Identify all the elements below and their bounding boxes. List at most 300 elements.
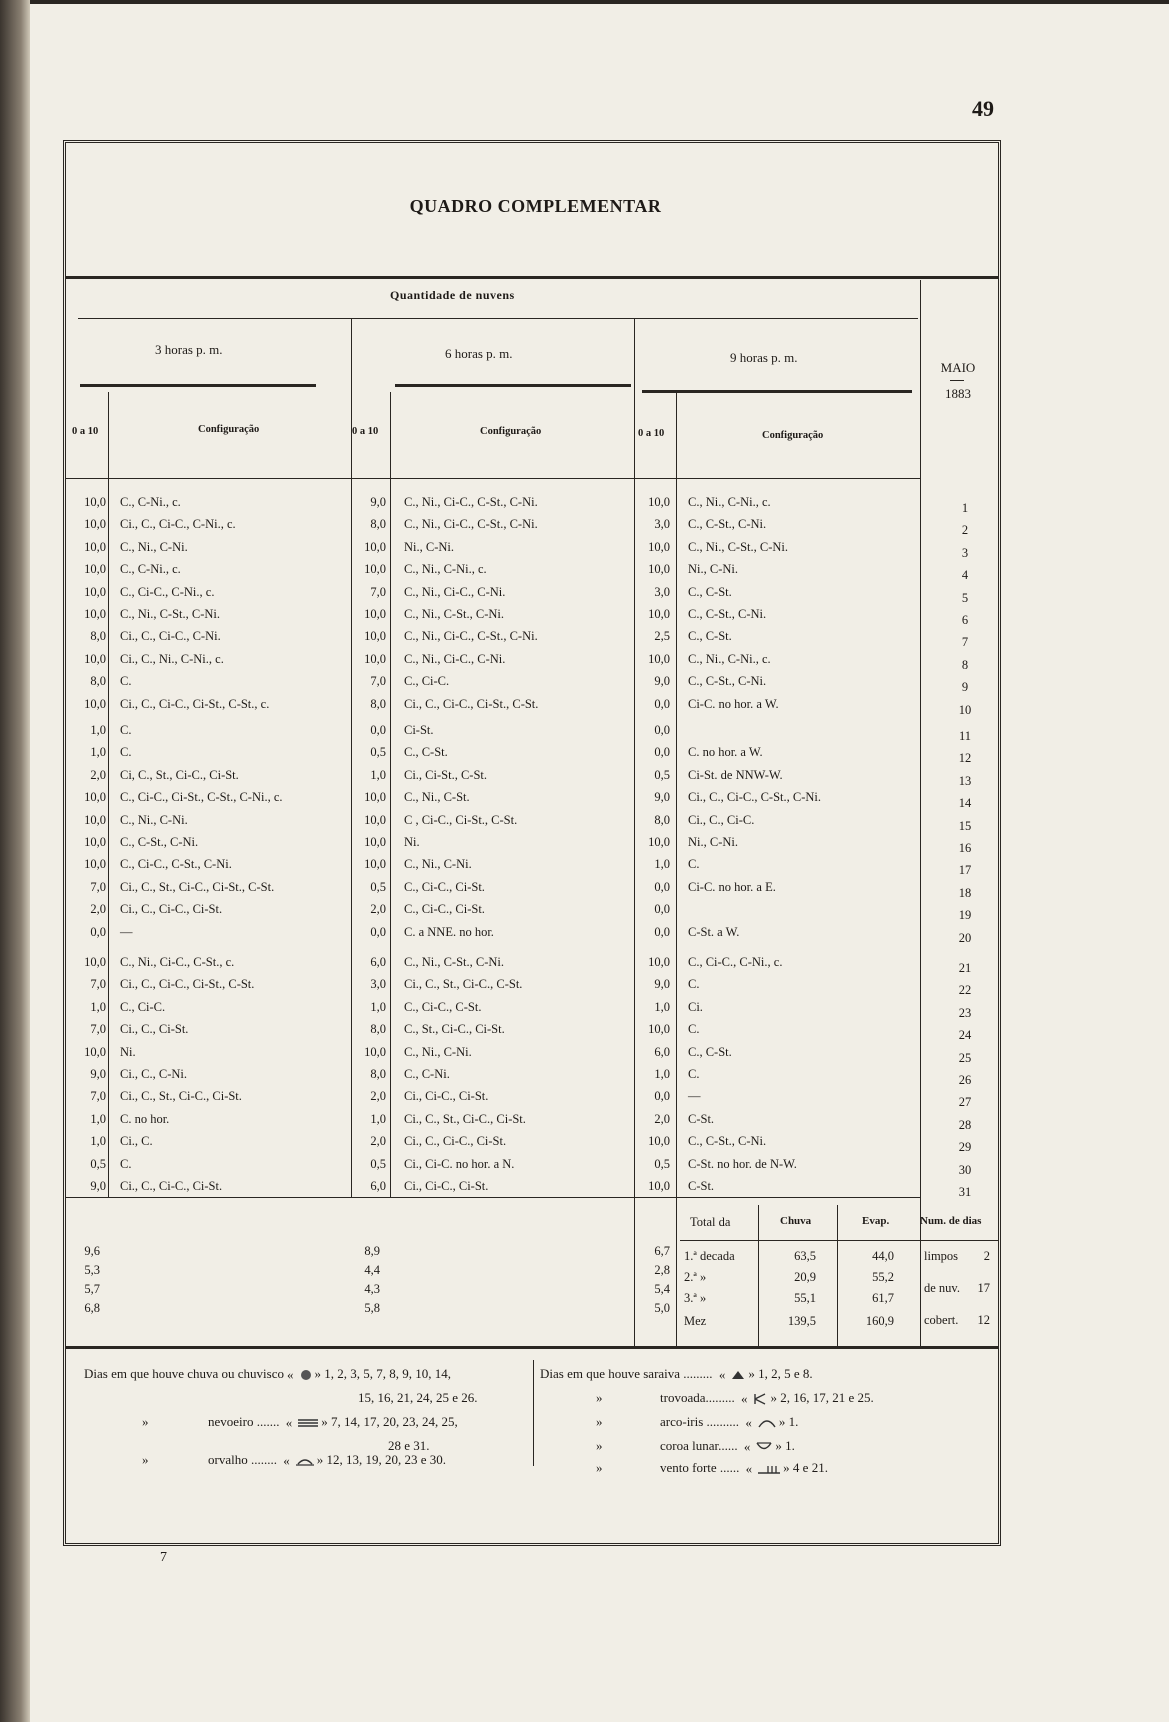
table-cell: 0,5 <box>370 879 386 894</box>
table-cell: C. <box>688 1067 700 1081</box>
table-cell: Ci., Ci-C., Ci-St. <box>404 1089 489 1104</box>
summary-period-label: Mez <box>684 1314 707 1328</box>
table-cell: 10,0 <box>648 607 670 621</box>
day-number: 16 <box>958 841 972 855</box>
table-cell: C. <box>120 674 132 689</box>
table-cell: 3,0 <box>654 517 670 532</box>
table-cell: C., St., Ci-C., Ci-St. <box>404 1022 505 1037</box>
table-cell: Ni., C-Ni. <box>688 562 738 577</box>
table-cell: Ci., C., Ci-C., Ci-St., C-St. <box>404 696 539 711</box>
table-cell: C., Ni., Ci-C., C-Ni. <box>404 651 506 666</box>
month-dash <box>950 380 964 381</box>
day-number: 19 <box>958 908 972 923</box>
table-cell: 10,0 <box>364 835 386 849</box>
day-number: 12 <box>958 751 972 766</box>
divider-amount-3 <box>676 392 677 1346</box>
day-number: 30 <box>958 1162 972 1177</box>
summary-amount-6pm: 4,3 <box>364 1282 380 1296</box>
table-cell: C., Ni., Ci-C., C-St., C-Ni. <box>404 495 538 509</box>
legend-chuva-label: Dias em que houve chuva ou chuvisco <box>84 1366 285 1381</box>
table-cell: 10,0 <box>648 955 670 969</box>
period-6pm: 6 horas p. m. <box>445 346 513 361</box>
lunar-corona-icon <box>756 1442 772 1452</box>
table-cell: 9,0 <box>654 790 670 805</box>
day-number: 25 <box>958 1050 972 1065</box>
table-cell: 10,0 <box>84 607 106 621</box>
table-cell: C. no hor. a W. <box>688 745 763 760</box>
table-cell: C., C-St., C-Ni. <box>688 1134 767 1149</box>
table-cell: 0,0 <box>654 696 670 711</box>
table-cell: 0,0 <box>370 723 386 737</box>
day-number: 3 <box>961 545 969 560</box>
table-cell: 1,0 <box>90 1134 106 1149</box>
day-number: 8 <box>961 657 969 672</box>
table-cell: C. <box>688 857 700 872</box>
table-cell: Ni. <box>120 1044 136 1059</box>
ditto-mark: » <box>596 1438 603 1453</box>
table-cell: C., Ni., C-St. <box>404 790 470 805</box>
table-cell: 10,0 <box>84 812 106 827</box>
chuva-header: Chuva <box>780 1215 812 1227</box>
table-cell: C., Ni., C-St., C-Ni. <box>404 607 505 621</box>
dias-value: 12 <box>977 1313 990 1327</box>
fog-icon <box>298 1418 318 1428</box>
dew-icon <box>296 1456 314 1466</box>
day-number: 5 <box>961 590 969 605</box>
table-cell: C., Ni., C-Ni., c. <box>688 651 771 666</box>
table-cell: 8,0 <box>370 517 386 532</box>
table-cell: 10,0 <box>364 1044 386 1059</box>
day-number: 20 <box>958 930 972 945</box>
table-cell: C., Ni., C-Ni. <box>120 812 188 827</box>
summary-evap-value: 55,2 <box>872 1270 894 1284</box>
table-cell: 7,0 <box>90 1089 106 1104</box>
table-cell: C., Ni., Ci-C., C-St., c. <box>120 955 235 969</box>
ditto-mark: » <box>770 1390 777 1405</box>
table-cell: 9,0 <box>654 977 670 992</box>
summary-evap-value: 61,7 <box>872 1291 894 1305</box>
table-cell: 7,0 <box>370 584 386 599</box>
table-cell: 2,0 <box>370 902 386 917</box>
table-cell: C-St. <box>688 1179 715 1193</box>
table-cell: C. <box>120 1156 132 1171</box>
dias-header: Num. de dias <box>920 1215 982 1227</box>
corona-ditto-open: « <box>743 1439 751 1455</box>
table-cell: 10,0 <box>364 857 386 872</box>
table-cell: 10,0 <box>364 562 386 577</box>
summary-amount-3pm: 6,8 <box>84 1301 100 1315</box>
table-cell: C. <box>120 745 132 760</box>
day-number: 7 <box>961 635 969 650</box>
summary-amount-6pm: 5,8 <box>364 1301 380 1315</box>
legend-vento-days: 4 e 21. <box>792 1460 828 1475</box>
page-binding-shadow <box>0 0 30 1722</box>
day-number: 17 <box>958 863 972 878</box>
table-cell: 0,0 <box>654 723 670 737</box>
table-cell: 10,0 <box>84 584 106 599</box>
table-cell: Ci., Ci-C., Ci-St. <box>404 1179 489 1193</box>
divider-month-column <box>920 280 921 1346</box>
table-cell: 10,0 <box>84 1044 106 1059</box>
table-cell: Ci-St. <box>404 723 434 737</box>
table-cell: Ci., C., Ci-C., Ci-St., C-St. <box>120 977 255 992</box>
ditto-mark: » <box>314 1366 322 1381</box>
legend-top-rule <box>66 1346 998 1349</box>
table-cell: 10,0 <box>364 790 386 805</box>
summary-amount-3pm: 5,3 <box>84 1263 100 1277</box>
table-cell: 0,5 <box>370 745 386 760</box>
dew-ditto-open: « <box>283 1453 290 1469</box>
table-cell: C., Ni., C-St., C-Ni. <box>120 607 221 621</box>
table-cell: Ci., C., Ni., C-Ni., c. <box>120 651 224 666</box>
table-cell: 7,0 <box>90 879 106 894</box>
table-cell: C., Ni., Ci-C., C-St., C-Ni. <box>404 629 538 644</box>
table-cell: 10,0 <box>648 1179 670 1193</box>
day-number: 18 <box>958 885 972 900</box>
rainbow-ditto-open: « <box>745 1415 752 1431</box>
table-cell: 10,0 <box>364 651 386 666</box>
table-cell: 0,0 <box>654 879 670 894</box>
table-cell: C., C-St., C-Ni. <box>120 835 199 849</box>
table-cell: 1,0 <box>370 999 386 1014</box>
table-cell: Ci., C., St., Ci-C., Ci-St., C-St. <box>120 879 275 894</box>
table-cell: 10,0 <box>84 955 106 969</box>
legend-trovoada-days: 2, 16, 17, 21 e 25. <box>780 1390 874 1405</box>
ditto-mark: » <box>142 1414 149 1429</box>
table-cell: Ci-C. no hor. a E. <box>688 879 776 894</box>
table-cell: 0,0 <box>654 745 670 760</box>
table-cell: 10,0 <box>84 539 106 554</box>
summary-amount-3pm: 9,6 <box>84 1244 100 1258</box>
table-cell: Ci. <box>688 999 703 1014</box>
divider-legend <box>533 1360 534 1466</box>
summary-period-label: 2.ª » <box>684 1270 707 1284</box>
legend-nevoeiro-label: nevoeiro ....... <box>208 1414 280 1429</box>
dias-label: de nuv. <box>924 1281 960 1295</box>
table-cell: 2,0 <box>370 1134 386 1149</box>
table-cell: 10,0 <box>84 696 106 711</box>
table-cell: Ci., C., C-Ni. <box>120 1067 188 1081</box>
summary-header-rule <box>680 1240 918 1241</box>
ditto-mark: » <box>321 1414 328 1429</box>
table-cell: — <box>120 924 133 939</box>
total-label: Total da <box>690 1215 731 1229</box>
table-cell: 10,0 <box>648 1134 670 1149</box>
day-number: 9 <box>961 680 969 695</box>
table-cell: Ci., C., Ci-St. <box>120 1022 189 1037</box>
amount-header-1: 0 a 10 <box>72 426 99 437</box>
table-cell: 0,0 <box>654 924 670 939</box>
table-cell: 1,0 <box>370 767 386 782</box>
table-cell: C., Ci-C., Ci-St. <box>404 902 485 917</box>
day-number: 14 <box>958 796 972 811</box>
dias-label: limpos <box>924 1249 959 1263</box>
table-cell: Ci., C., Ci-C., Ci-St. <box>120 1179 223 1193</box>
table-cell: 6,0 <box>370 1179 386 1193</box>
day-number: 22 <box>958 983 972 998</box>
legend-chuva-days-2: 15, 16, 21, 24, 25 e 26. <box>358 1390 478 1405</box>
table-cell: 7,0 <box>90 977 106 992</box>
day-number: 15 <box>958 818 972 833</box>
config-header-3: Configuração <box>762 430 824 441</box>
summary-amount-9pm: 5,4 <box>654 1282 670 1296</box>
table-cell: C. a NNE. no hor. <box>404 924 494 939</box>
legend-orvalho-days: 12, 13, 19, 20, 23 e 30. <box>326 1452 446 1467</box>
table-cell: 10,0 <box>84 495 106 509</box>
table-cell: 1,0 <box>90 745 106 760</box>
table-cell: 10,0 <box>648 495 670 509</box>
table-cell: C., Ni., Ci-C., C-St., C-Ni. <box>404 517 538 532</box>
table-cell: C. no hor. <box>120 1111 170 1126</box>
evap-header: Evap. <box>862 1215 890 1227</box>
table-cell: C., C-St. <box>688 1044 732 1059</box>
day-number: 26 <box>958 1073 972 1087</box>
table-cell: C., C-Ni., c. <box>120 495 181 509</box>
table-cell: 9,0 <box>370 495 386 509</box>
wind-ditto-open: « <box>745 1461 753 1477</box>
title-rule <box>66 276 998 279</box>
ditto-mark: » <box>596 1414 603 1429</box>
summary-amount-6pm: 8,9 <box>364 1244 380 1258</box>
config-header-2: Configuração <box>480 426 542 437</box>
table-cell: C., Ci-C., C-St. <box>404 999 482 1014</box>
table-cell: 10,0 <box>84 857 106 872</box>
table-cell: 0,5 <box>654 767 670 782</box>
table-cell: 10,0 <box>84 651 106 666</box>
table-cell: C-St. <box>688 1111 715 1126</box>
summary-amount-3pm: 5,7 <box>84 1282 100 1296</box>
fog-ditto-open: « <box>285 1415 293 1431</box>
table-cell: C-St. a W. <box>688 924 740 939</box>
table-cell: 10,0 <box>648 539 670 554</box>
day-number: 31 <box>958 1185 972 1199</box>
table-cell: 7,0 <box>90 1022 106 1037</box>
table-cell: C., Ci-C. <box>120 999 166 1014</box>
ditto-mark: » <box>316 1452 324 1467</box>
table-cell: 8,0 <box>90 629 106 644</box>
table-cell: C., C-St. <box>688 584 732 599</box>
table-cell: C., Ci-C., Ci-St., C-St., C-Ni., c. <box>120 790 283 805</box>
table-cell: Ni., C-Ni. <box>404 539 454 554</box>
day-number: 2 <box>961 523 969 538</box>
table-cell: Ci., C., Ci-C., C-Ni. <box>120 629 221 644</box>
table-cell: C., Ci-C., C-Ni., c. <box>688 955 783 969</box>
ditto-mark: » <box>748 1366 755 1381</box>
legend-vento-label: vento forte ...... <box>660 1460 740 1475</box>
table-cell: C., Ci-C. <box>404 674 450 689</box>
table-cell: C., Ni., C-Ni. <box>120 539 188 554</box>
table-cell: 0,5 <box>654 1156 670 1171</box>
summary-period-label: 3.ª » <box>684 1291 707 1305</box>
table-cell: 3,0 <box>370 977 386 992</box>
divider-amount-1 <box>108 392 109 1198</box>
table-cell: C., Ci-C., C-St., C-Ni. <box>120 857 232 872</box>
table-cell: C., Ci-C., C-Ni., c. <box>120 584 215 599</box>
table-cell: C., Ni., Ci-C., C-Ni. <box>404 584 506 599</box>
day-number: 6 <box>961 613 969 627</box>
dias-value: 2 <box>983 1249 990 1263</box>
day-number: 10 <box>958 702 972 717</box>
legend-nevoeiro-days-2: 28 e 31. <box>388 1438 430 1453</box>
ditto-mark: » <box>596 1390 603 1405</box>
table-cell: 8,0 <box>90 674 106 689</box>
table-cell: 2,5 <box>654 629 670 644</box>
table-cell: 6,0 <box>654 1044 670 1059</box>
period-1-rule <box>80 384 316 387</box>
rainbow-icon <box>758 1418 776 1428</box>
rain-ditto-open: « <box>287 1367 294 1383</box>
subtitle-rule <box>78 318 918 319</box>
divider-chuva <box>758 1205 759 1346</box>
divider-amount-2 <box>390 392 391 1198</box>
day-number: 27 <box>958 1095 972 1110</box>
day-number: 11 <box>958 729 972 743</box>
strong-wind-icon <box>758 1464 780 1474</box>
hail-icon <box>731 1370 745 1380</box>
table-cell: 1,0 <box>654 1067 670 1081</box>
legend-chuva-days-1: 1, 2, 3, 5, 7, 8, 9, 10, 14, <box>324 1366 452 1381</box>
legend-saraiva-days: 1, 2, 5 e 8. <box>758 1366 813 1381</box>
summary-evap-value: 44,0 <box>872 1249 894 1263</box>
day-number: 29 <box>958 1140 972 1155</box>
table-cell: 0,0 <box>654 902 670 917</box>
period-3-rule <box>642 390 912 393</box>
summary-amount-9pm: 5,0 <box>654 1301 670 1315</box>
table-cell: C., Ci-C., Ci-St. <box>404 879 485 894</box>
legend-coroa-days: 1. <box>785 1438 795 1453</box>
table-cell: Ni. <box>404 835 420 849</box>
period-2-rule <box>395 384 631 387</box>
legend-arco-days: 1. <box>788 1414 799 1429</box>
config-header-1: Configuração <box>198 424 260 435</box>
table-cell: Ci., Ci-C. no hor. a N. <box>404 1156 515 1171</box>
table-cell: 0,0 <box>370 924 386 939</box>
hail-ditto-open: « <box>718 1367 726 1383</box>
table-cell: Ci., C., Ci-C., Ci-St., C-St., c. <box>120 696 270 711</box>
thunder-ditto-open: « <box>740 1391 748 1407</box>
table-cell: C., C-St. <box>688 629 732 644</box>
table-cell: Ci, C., St., Ci-C., Ci-St. <box>120 767 239 782</box>
summary-chuva-value: 63,5 <box>794 1249 816 1263</box>
table-cell: 10,0 <box>84 790 106 805</box>
table-cell: Ci., C., St., Ci-C., C-St. <box>404 977 523 992</box>
ditto-mark: » <box>778 1414 786 1429</box>
table-cell: Ci., C., Ci-C., C-St., C-Ni. <box>688 790 822 805</box>
table-cell: C. <box>120 723 132 737</box>
table-cell: 10,0 <box>648 562 670 577</box>
legend-trovoada-label: trovoada......... <box>660 1390 735 1405</box>
amount-header-2: 0 a 10 <box>352 426 379 437</box>
thunderstorm-icon <box>753 1393 767 1405</box>
dias-header-rule <box>918 1240 998 1241</box>
table-cell: 7,0 <box>370 674 386 689</box>
table-cell: 2,0 <box>90 902 106 917</box>
table-cell: C., C-St., C-Ni. <box>688 607 767 621</box>
ditto-mark: » <box>596 1460 603 1475</box>
table-cell: C., C-St., C-Ni. <box>688 674 767 689</box>
table-cell: Ci., C., St., Ci-C., Ci-St. <box>404 1111 526 1126</box>
month-label: MAIO <box>940 360 976 375</box>
summary-period-label: 1.ª decada <box>684 1249 735 1263</box>
table-cell: 1,0 <box>654 857 670 872</box>
table-cell: Ci., C., Ci-C., C-Ni., c. <box>120 517 236 532</box>
table-cell: 10,0 <box>364 812 386 827</box>
legend-arco-label: arco-iris .......... <box>660 1414 740 1429</box>
table-cell: 1,0 <box>90 723 106 737</box>
table-cell: 3,0 <box>654 584 670 599</box>
table-cell: Ci., C., Ci-C. <box>688 812 755 827</box>
period-3pm: 3 horas p. m. <box>155 342 223 357</box>
body-bottom-rule <box>66 1197 920 1198</box>
table-cell: C., C-St. <box>404 745 448 760</box>
legend-orvalho-label: orvalho ........ <box>208 1452 277 1467</box>
table-cell: Ci-St. de NNW-W. <box>688 767 783 782</box>
summary-chuva-value: 20,9 <box>794 1270 816 1284</box>
table-cell: C., Ni., C-Ni., c. <box>688 495 771 509</box>
table-cell: C-St. no hor. de N-W. <box>688 1156 797 1171</box>
table-cell: 2,0 <box>370 1089 386 1104</box>
dias-value: 17 <box>977 1281 990 1295</box>
table-cell: 10,0 <box>648 1022 670 1037</box>
table-cell: Ci., C., St., Ci-C., Ci-St. <box>120 1089 242 1104</box>
legend-saraiva-label: Dias em que houve saraiva ......... <box>540 1366 713 1381</box>
table-cell: C., C-Ni. <box>404 1067 450 1081</box>
table-title: QUADRO COMPLEMENTAR <box>409 196 662 216</box>
table-cell: 9,0 <box>90 1179 106 1193</box>
table-cell: 9,0 <box>90 1067 106 1081</box>
table-cell: C., C-Ni., c. <box>120 562 181 577</box>
table-cell: Ni., C-Ni. <box>688 835 738 849</box>
day-number: 13 <box>958 773 972 788</box>
ditto-mark: » <box>142 1452 149 1467</box>
table-cell: 10,0 <box>648 651 670 666</box>
subtitle: Quantidade de nuvens <box>390 288 515 302</box>
table-cell: — <box>688 1089 701 1104</box>
dias-label: cobert. <box>924 1313 959 1327</box>
table-cell: 0,0 <box>654 1089 670 1104</box>
day-number: 21 <box>958 961 972 975</box>
table-cell: 1,0 <box>654 999 670 1014</box>
divider-evap <box>837 1205 838 1346</box>
period-9pm: 9 horas p. m. <box>730 350 798 365</box>
summary-evap-value: 160,9 <box>865 1314 894 1328</box>
table-cell: C., Ni., C-Ni., c. <box>404 562 487 577</box>
summary-amount-9pm: 6,7 <box>654 1244 670 1258</box>
year-label: 1883 <box>945 386 971 401</box>
day-number: 23 <box>958 1005 972 1020</box>
ditto-mark: » <box>775 1438 782 1453</box>
footer-signature-mark: 7 <box>160 1550 167 1565</box>
table-cell: 0,0 <box>90 924 106 939</box>
table-cell: 9,0 <box>654 674 670 689</box>
header-bottom-rule <box>66 478 920 479</box>
table-cell: C., C-St., C-Ni. <box>688 517 767 532</box>
table-cell: 10,0 <box>364 629 386 644</box>
table-cell: 8,0 <box>370 696 386 711</box>
table-cell: 1,0 <box>90 1111 106 1126</box>
table-cell: 10,0 <box>84 562 106 577</box>
table-cell: 10,0 <box>364 539 386 554</box>
legend-coroa-label: coroa lunar...... <box>660 1438 738 1453</box>
day-number: 4 <box>961 568 969 583</box>
table-cell: Ci., C., Ci-C., Ci-St. <box>404 1134 507 1149</box>
table-cell: Ci., Ci-St., C-St. <box>404 767 488 782</box>
table-cell: 10,0 <box>84 835 106 849</box>
day-number: 1 <box>961 501 969 515</box>
ditto-mark: » <box>783 1460 790 1475</box>
table-cell: 2,0 <box>654 1111 670 1126</box>
summary-amount-9pm: 2,8 <box>654 1263 670 1277</box>
